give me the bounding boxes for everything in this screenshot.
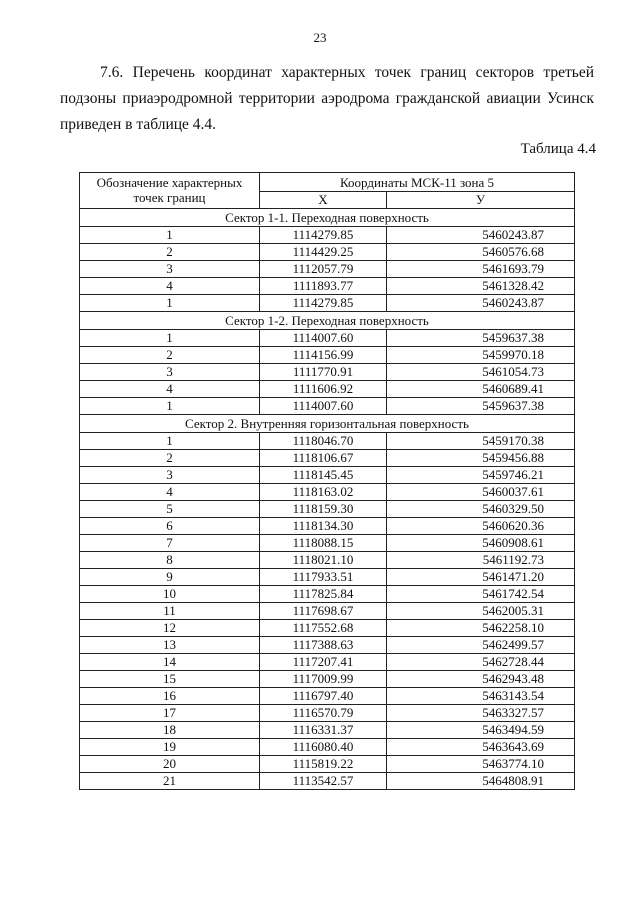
table-row <box>80 501 575 518</box>
table-row <box>80 552 575 569</box>
point-number-cell: 18 <box>80 722 260 739</box>
point-number-cell: 11 <box>80 603 260 620</box>
sector-row <box>80 312 575 330</box>
y-coordinate-cell: 5461328.42 <box>387 278 575 295</box>
y-coordinate-cell: 5460243.87 <box>387 295 575 312</box>
point-number-cell: 1 <box>80 398 260 415</box>
table-row <box>80 518 575 535</box>
table-row <box>80 671 575 688</box>
x-coordinate-cell: 1111770.91 <box>260 364 387 381</box>
section-paragraph: 7.6. Перечень координат характерных точек границ секторов третьей подзоны приаэродромной территории аэродрома гражданской авиации Усинск приведен в таблице 4.4. <box>60 64 594 133</box>
x-coordinate-cell: 1118145.45 <box>260 467 387 484</box>
point-number-cell: 9 <box>80 569 260 586</box>
point-number-cell: 19 <box>80 739 260 756</box>
y-coordinate-cell: 5459637.38 <box>387 330 575 347</box>
y-coordinate-cell: 5459456.88 <box>387 450 575 467</box>
x-coordinate-cell: 1117825.84 <box>260 586 387 603</box>
table-row <box>80 381 575 398</box>
table-row <box>80 244 575 261</box>
point-number-cell: 10 <box>80 586 260 603</box>
x-coordinate-cell: 1111606.92 <box>260 381 387 398</box>
point-number-cell: 21 <box>80 773 260 790</box>
table-row <box>80 756 575 773</box>
point-number-cell: 1 <box>80 433 260 450</box>
y-coordinate-cell: 5462258.10 <box>387 620 575 637</box>
point-number-cell: 3 <box>80 261 260 278</box>
x-coordinate-cell: 1118088.15 <box>260 535 387 552</box>
x-coordinate-cell: 1113542.57 <box>260 773 387 790</box>
y-coordinate-cell: 5462943.48 <box>387 671 575 688</box>
y-coordinate-cell: 5462728.44 <box>387 654 575 671</box>
table-row <box>80 330 575 347</box>
y-coordinate-cell: 5459970.18 <box>387 347 575 364</box>
x-coordinate-cell: 1118163.02 <box>260 484 387 501</box>
table-row <box>80 722 575 739</box>
y-coordinate-cell: 5460689.41 <box>387 381 575 398</box>
page-number: 23 <box>313 30 327 45</box>
y-coordinate-cell: 5463143.54 <box>387 688 575 705</box>
table-row <box>80 739 575 756</box>
sector-title: Сектор 2. Внутренняя горизонтальная поверхность <box>80 415 575 433</box>
point-number-cell: 1 <box>80 295 260 312</box>
point-number-cell: 16 <box>80 688 260 705</box>
point-number-cell: 8 <box>80 552 260 569</box>
x-coordinate-cell: 1117009.99 <box>260 671 387 688</box>
y-coordinate-cell: 5460329.50 <box>387 501 575 518</box>
x-coordinate-cell: 1117933.51 <box>260 569 387 586</box>
table-row <box>80 586 575 603</box>
x-coordinate-cell: 1114007.60 <box>260 330 387 347</box>
point-number-cell: 1 <box>80 330 260 347</box>
y-coordinate-cell: 5463327.57 <box>387 705 575 722</box>
y-coordinate-cell: 5463774.10 <box>387 756 575 773</box>
table-row <box>80 773 575 790</box>
table-caption: Таблица 4.4 <box>520 141 596 157</box>
table-row <box>80 433 575 450</box>
y-coordinate-cell: 5464808.91 <box>387 773 575 790</box>
x-coordinate-cell: 1117698.67 <box>260 603 387 620</box>
y-coordinate-cell: 5461054.73 <box>387 364 575 381</box>
sector-row <box>80 415 575 433</box>
y-coordinate-cell: 5461471.20 <box>387 569 575 586</box>
y-coordinate-cell: 5461742.54 <box>387 586 575 603</box>
x-coordinate-cell: 1114156.99 <box>260 347 387 364</box>
table-row <box>80 688 575 705</box>
y-coordinate-cell: 5461192.73 <box>387 552 575 569</box>
point-number-cell: 4 <box>80 381 260 398</box>
table-row <box>80 705 575 722</box>
x-coordinate-cell: 1116080.40 <box>260 739 387 756</box>
y-coordinate-cell: 5459746.21 <box>387 467 575 484</box>
sector-title: Сектор 1-1. Переходная поверхность <box>80 209 575 227</box>
y-column-header: У <box>387 192 575 209</box>
table-row <box>80 603 575 620</box>
point-number-cell: 3 <box>80 364 260 381</box>
point-number-cell: 4 <box>80 278 260 295</box>
table-row <box>80 261 575 278</box>
point-number-cell: 2 <box>80 450 260 467</box>
y-coordinate-cell: 5459637.38 <box>387 398 575 415</box>
designation-header: Обозначение характерных точек границ <box>80 173 260 209</box>
table-row <box>80 278 575 295</box>
sector-title: Сектор 1-2. Переходная поверхность <box>80 312 575 330</box>
point-number-cell: 2 <box>80 347 260 364</box>
y-coordinate-cell: 5460243.87 <box>387 227 575 244</box>
point-number-cell: 14 <box>80 654 260 671</box>
table-row <box>80 620 575 637</box>
x-coordinate-cell: 1117388.63 <box>260 637 387 654</box>
x-coordinate-cell: 1114429.25 <box>260 244 387 261</box>
x-coordinate-cell: 1114007.60 <box>260 398 387 415</box>
x-coordinate-cell: 1114279.85 <box>260 295 387 312</box>
table-row <box>80 398 575 415</box>
x-coordinate-cell: 1118159.30 <box>260 501 387 518</box>
x-coordinate-cell: 1111893.77 <box>260 278 387 295</box>
table-row <box>80 467 575 484</box>
x-coordinate-cell: 1118106.67 <box>260 450 387 467</box>
table-row <box>80 484 575 501</box>
point-number-cell: 7 <box>80 535 260 552</box>
point-number-cell: 13 <box>80 637 260 654</box>
table-body <box>80 209 575 790</box>
table-row <box>80 450 575 467</box>
x-coordinate-cell: 1114279.85 <box>260 227 387 244</box>
x-column-header: X <box>260 192 387 209</box>
y-coordinate-cell: 5460620.36 <box>387 518 575 535</box>
y-coordinate-cell: 5463494.59 <box>387 722 575 739</box>
point-number-cell: 15 <box>80 671 260 688</box>
point-number-cell: 2 <box>80 244 260 261</box>
y-coordinate-cell: 5462005.31 <box>387 603 575 620</box>
y-coordinate-cell: 5459170.38 <box>387 433 575 450</box>
table-row <box>80 569 575 586</box>
y-coordinate-cell: 5460037.61 <box>387 484 575 501</box>
point-number-cell: 20 <box>80 756 260 773</box>
table-row <box>80 535 575 552</box>
point-number-cell: 3 <box>80 467 260 484</box>
y-coordinate-cell: 5460908.61 <box>387 535 575 552</box>
point-number-cell: 12 <box>80 620 260 637</box>
x-coordinate-cell: 1118134.30 <box>260 518 387 535</box>
y-coordinate-cell: 5463643.69 <box>387 739 575 756</box>
y-coordinate-cell: 5462499.57 <box>387 637 575 654</box>
x-coordinate-cell: 1118021.10 <box>260 552 387 569</box>
table-row <box>80 654 575 671</box>
table-row <box>80 295 575 312</box>
x-coordinate-cell: 1116570.79 <box>260 705 387 722</box>
table-row <box>80 364 575 381</box>
table-row <box>80 637 575 654</box>
y-coordinate-cell: 5461693.79 <box>387 261 575 278</box>
point-number-cell: 4 <box>80 484 260 501</box>
x-coordinate-cell: 1115819.22 <box>260 756 387 773</box>
y-coordinate-cell: 5460576.68 <box>387 244 575 261</box>
point-number-cell: 6 <box>80 518 260 535</box>
coordinates-table <box>79 172 575 790</box>
x-coordinate-cell: 1116331.37 <box>260 722 387 739</box>
point-number-cell: 17 <box>80 705 260 722</box>
sector-row <box>80 209 575 227</box>
table-header <box>80 173 575 209</box>
x-coordinate-cell: 1118046.70 <box>260 433 387 450</box>
x-coordinate-cell: 1117552.68 <box>260 620 387 637</box>
x-coordinate-cell: 1116797.40 <box>260 688 387 705</box>
point-number-cell: 1 <box>80 227 260 244</box>
x-coordinate-cell: 1112057.79 <box>260 261 387 278</box>
table-row <box>80 347 575 364</box>
coordinates-header: Координаты МСК-11 зона 5 <box>260 173 575 192</box>
x-coordinate-cell: 1117207.41 <box>260 654 387 671</box>
point-number-cell: 5 <box>80 501 260 518</box>
table-row <box>80 227 575 244</box>
